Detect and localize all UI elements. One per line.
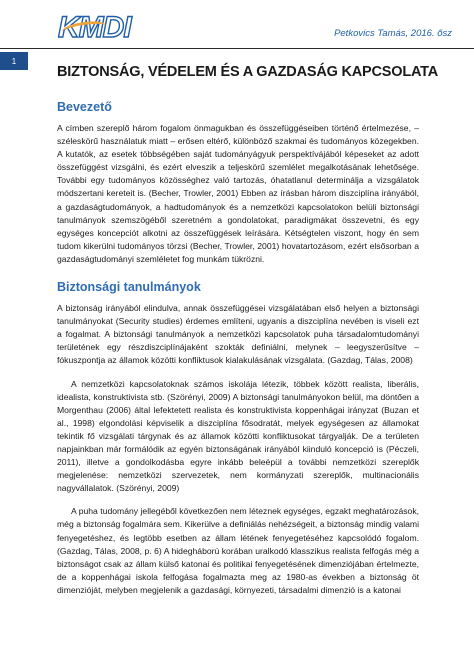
page-number-tab [0,52,28,70]
paragraph: A címben szereplő három fogalom önmagukban és összefüggéseiben történő értelmezése, – széleskörű használatuk miatt – erősen eltérő, különböző szakmai és tudományos közegekben. A kutatók, az esetek többségében saját tudományágyuk perspektívájából képeseket az adott összefüggést vizsgálni, és ezért elveszik a teljeskörű szemlélet megalkotásának lehetősége. További egy tudományos közösséghez való tartozás, óhatatlanul determinálja a vizsgálatok módszertani kereteit is. (Becher, Trowler, 2001) Ebben az írásban három diszciplína irányából, a gazdaságtudományok, a hadtudományok és a nemzetközi kapcsolatokon belüli biztonsági tanulmányok szemszögéből szeretném a gondolatokat, paradigmákat összevetni, és egy egységes koncepciót alkotni az összefüggések leírására. Kétségtelen viszont, hogy én sem tudom kikerülni tudományos törzsi (Becher, Trowler, 2001) hovatartozásom, ezért elsősorban a gazdaságtudományi szemléletet fog munkám tükrözni. [57,123,419,264]
section-security-studies [57,280,419,597]
page-header [0,0,474,50]
kmdi-logo [58,8,131,44]
section-introduction [57,100,419,266]
document-body [57,64,439,607]
section-heading: Biztonsági tanulmányok [57,280,201,295]
document-title: BIZTONSÁG, VÉDELEM ÉS A GAZDASÁG KAPCSOLATA [57,64,439,80]
page-number: 1 [11,56,17,66]
logo-text: KMDI [58,11,131,44]
header-author: Petkovics Tamás, 2016. ősz [334,28,452,39]
paragraph: A nemzetközi kapcsolatoknak számos iskolája létezik, többek között realista, liberális, idealista, konstruktivista stb. (Szörényi, 2009) A biztonsági tanulmányokon belül, ma döntően a Morgenthau (2006) által lefektetett realista és konstruktivista koppenhágai irányzat (Buzan et al., 1998) elgondolási képviselik a diszciplína fősodratát, melyek egységesen az államokat tekintik fő vizsgálati tárgynak és az államok közötti konfliktusokat tárgyalják. De a területen napjainkban már formálódik az egyén biztonságának irányából kiinduló koncepció is (Péczeli, 2011), illetve a gondolkodásba egyre inkább beleépül a további nemzetközi szereplők megjelenése: nemzetközi szervezetek, nem kormányzati szereplők, multinacionális nagyvállalatok. (Szörényi, 2009) [57,378,419,494]
section-heading: Bevezető [57,100,112,114]
header-divider [0,48,474,49]
paragraph: A puha tudomány jellegéből következően nem léteznek egységes, egzakt meghatározások, még a biztonság fogalmára sem. Kikerülve a definiálás nehézségeit, a biztonság mindig valami fenyegetéshez, és legtöbb esetben az állam létének fenyegetéséhez kapcsolódó fogalom. (Gazdag, Tálas, 2008, p. 6) A hidegháború korában uralkodó klasszikus realista felfogás még a biztonságot csak az állam külső katonai és politikai fenyegetésének dimenziójában értelmezte, de a koppenhágai iskola felfogása fogalmazta meg az 1980-as években a biztonság öt dimenzióját, melyben megjelenik a gazdasági, környezeti, társadalmi dimenzió is a katonai [57,506,419,595]
paragraph: A biztonság irányából elindulva, annak összefüggései vizsgálatában első helyen a biztonsági tanulmányokat (Security studies) érdemes említeni, ugyanis a diszciplína nevében is viseli ezt a fogalmat. A biztonsági tanulmányok a nemzetközi kapcsolatok puha társadalomtudományi területének egy részdiszciplínájaként szokták definiálni, melynek – leegyszerűsítve – fókuszpontja az államok közötti konfliktusok kialakulásának vizsgálata. (Gazdag, Tálas, 2008) [57,303,419,366]
